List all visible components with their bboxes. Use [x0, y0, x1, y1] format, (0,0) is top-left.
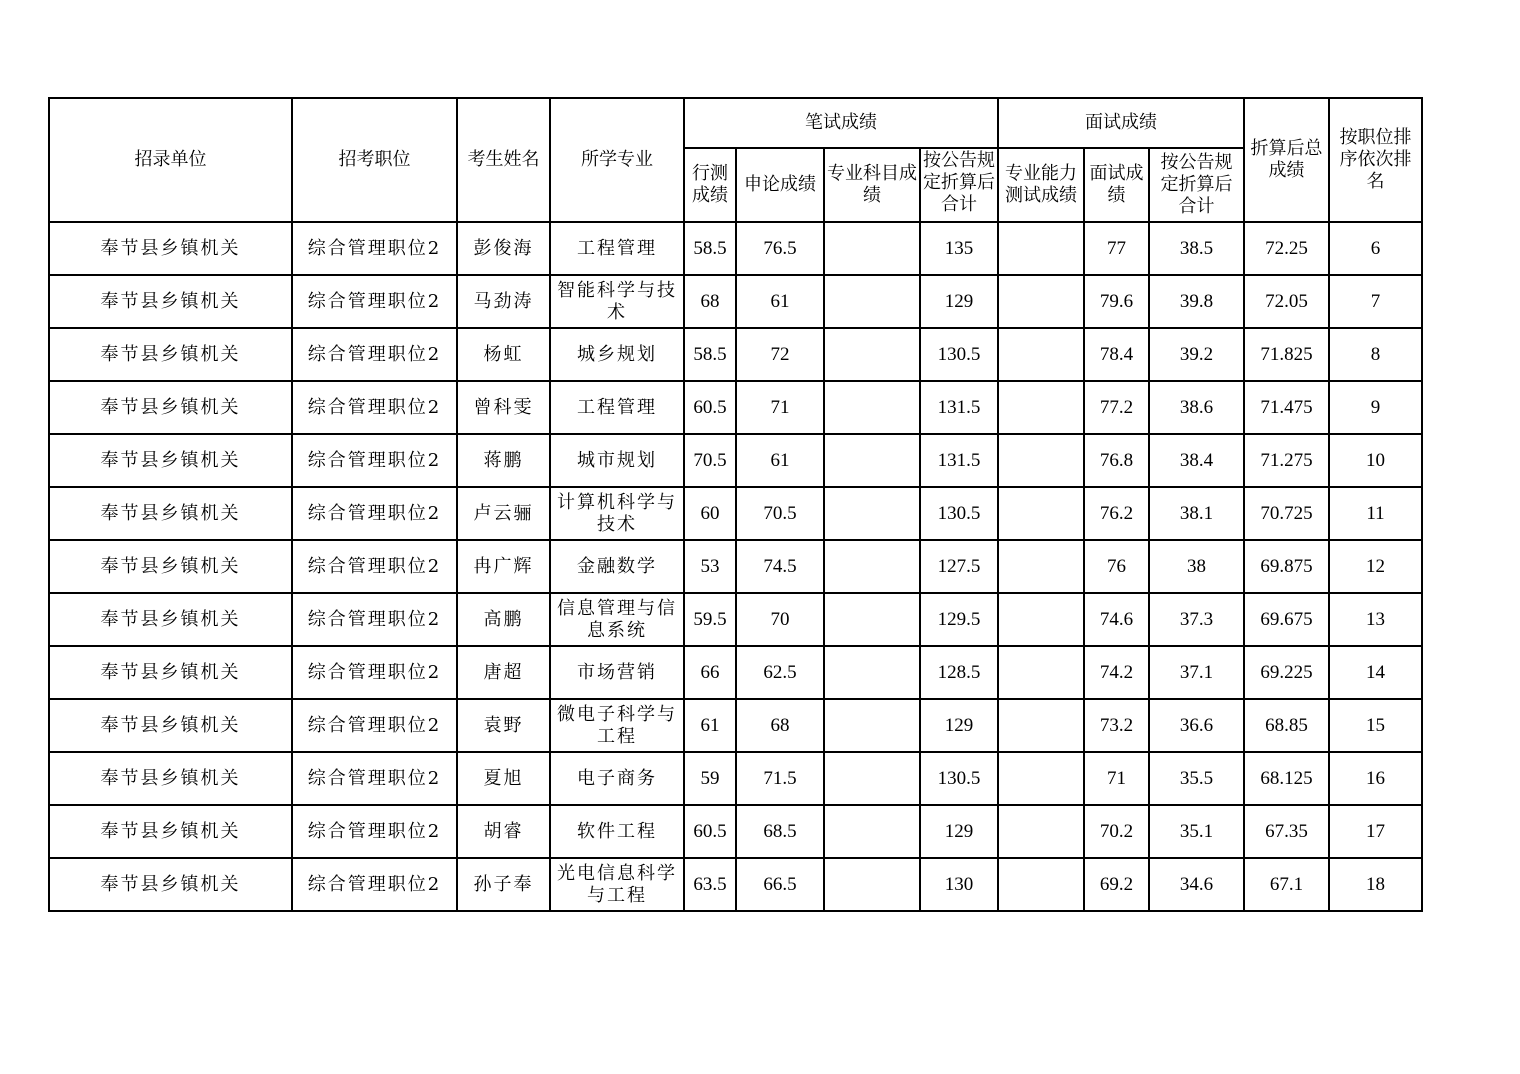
cell-ability-test: [998, 805, 1084, 858]
cell-xingce: 53: [684, 540, 736, 593]
cell-written-converted: 130.5: [920, 328, 998, 381]
cell-total: 71.825: [1244, 328, 1329, 381]
cell-interview-converted: 38.6: [1149, 381, 1244, 434]
table-row: [49, 593, 1422, 646]
cell-shenlun: 70.5: [736, 487, 824, 540]
header-ability-test: 专业能力测试成绩: [998, 148, 1084, 222]
cell-written-converted: 130.5: [920, 752, 998, 805]
cell-unit: 奉节县乡镇机关: [49, 593, 292, 646]
cell-name: 高鹏: [457, 593, 550, 646]
cell-total: 68.125: [1244, 752, 1329, 805]
cell-interview-converted: 38.4: [1149, 434, 1244, 487]
header-interview-score: 面试成绩: [1084, 148, 1149, 222]
cell-rank: 17: [1329, 805, 1422, 858]
cell-position: 综合管理职位2: [292, 222, 457, 275]
header-xingce: 行测成绩: [684, 148, 736, 222]
cell-written-converted: 129: [920, 699, 998, 752]
cell-interview-score: 79.6: [1084, 275, 1149, 328]
cell-total: 72.05: [1244, 275, 1329, 328]
header-rank: 按职位排序依次排名: [1329, 98, 1422, 222]
cell-shenlun: 72: [736, 328, 824, 381]
cell-major: 微电子科学与工程: [550, 699, 684, 752]
cell-total: 67.1: [1244, 858, 1329, 911]
table-row: [49, 434, 1422, 487]
cell-position: 综合管理职位2: [292, 487, 457, 540]
header-position: 招考职位: [292, 98, 457, 222]
cell-major: 光电信息科学与工程: [550, 858, 684, 911]
cell-position: 综合管理职位2: [292, 328, 457, 381]
cell-shenlun: 61: [736, 434, 824, 487]
header-interview-converted: 按公告规定折算后合计: [1149, 148, 1244, 222]
score-table: [48, 97, 1423, 912]
cell-unit: 奉节县乡镇机关: [49, 328, 292, 381]
cell-interview-score: 77.2: [1084, 381, 1149, 434]
cell-shenlun: 74.5: [736, 540, 824, 593]
cell-name: 孙子奉: [457, 858, 550, 911]
cell-shenlun: 71: [736, 381, 824, 434]
cell-name: 曾科雯: [457, 381, 550, 434]
cell-professional-subject: [824, 487, 920, 540]
cell-professional-subject: [824, 805, 920, 858]
cell-major: 信息管理与信息系统: [550, 593, 684, 646]
cell-major: 智能科学与技术: [550, 275, 684, 328]
cell-written-converted: 131.5: [920, 381, 998, 434]
table-row: [49, 275, 1422, 328]
cell-name: 袁野: [457, 699, 550, 752]
cell-xingce: 61: [684, 699, 736, 752]
cell-total: 70.725: [1244, 487, 1329, 540]
cell-position: 综合管理职位2: [292, 434, 457, 487]
cell-written-converted: 131.5: [920, 434, 998, 487]
cell-interview-converted: 37.1: [1149, 646, 1244, 699]
cell-total: 69.875: [1244, 540, 1329, 593]
cell-interview-converted: 38.1: [1149, 487, 1244, 540]
cell-unit: 奉节县乡镇机关: [49, 646, 292, 699]
cell-total: 71.275: [1244, 434, 1329, 487]
cell-ability-test: [998, 540, 1084, 593]
cell-rank: 13: [1329, 593, 1422, 646]
cell-interview-converted: 39.2: [1149, 328, 1244, 381]
table-row: [49, 699, 1422, 752]
cell-written-converted: 130.5: [920, 487, 998, 540]
table-row: [49, 805, 1422, 858]
cell-position: 综合管理职位2: [292, 699, 457, 752]
cell-major: 电子商务: [550, 752, 684, 805]
cell-major: 计算机科学与技术: [550, 487, 684, 540]
cell-professional-subject: [824, 699, 920, 752]
cell-interview-converted: 35.5: [1149, 752, 1244, 805]
cell-unit: 奉节县乡镇机关: [49, 540, 292, 593]
cell-name: 彭俊海: [457, 222, 550, 275]
cell-position: 综合管理职位2: [292, 540, 457, 593]
cell-rank: 6: [1329, 222, 1422, 275]
cell-interview-score: 76.8: [1084, 434, 1149, 487]
cell-position: 综合管理职位2: [292, 805, 457, 858]
cell-interview-converted: 35.1: [1149, 805, 1244, 858]
cell-xingce: 58.5: [684, 328, 736, 381]
header-unit: 招录单位: [49, 98, 292, 222]
cell-shenlun: 68: [736, 699, 824, 752]
cell-xingce: 66: [684, 646, 736, 699]
cell-written-converted: 130: [920, 858, 998, 911]
table-row: [49, 540, 1422, 593]
cell-total: 69.675: [1244, 593, 1329, 646]
cell-interview-score: 78.4: [1084, 328, 1149, 381]
cell-major: 金融数学: [550, 540, 684, 593]
cell-xingce: 58.5: [684, 222, 736, 275]
table-header: [49, 98, 1422, 222]
header-major: 所学专业: [550, 98, 684, 222]
cell-rank: 7: [1329, 275, 1422, 328]
cell-total: 72.25: [1244, 222, 1329, 275]
cell-rank: 15: [1329, 699, 1422, 752]
cell-professional-subject: [824, 593, 920, 646]
cell-interview-converted: 38: [1149, 540, 1244, 593]
cell-major: 软件工程: [550, 805, 684, 858]
table-row: [49, 858, 1422, 911]
cell-professional-subject: [824, 222, 920, 275]
cell-ability-test: [998, 858, 1084, 911]
table-row: [49, 646, 1422, 699]
cell-interview-score: 76: [1084, 540, 1149, 593]
cell-interview-score: 77: [1084, 222, 1149, 275]
header-written-converted: [920, 148, 998, 222]
header-interview-group: 面试成绩: [998, 98, 1244, 148]
cell-unit: 奉节县乡镇机关: [49, 487, 292, 540]
header-total: 折算后总成绩: [1244, 98, 1329, 222]
table-row: [49, 752, 1422, 805]
cell-name: 杨虹: [457, 328, 550, 381]
cell-interview-score: 74.2: [1084, 646, 1149, 699]
cell-rank: 11: [1329, 487, 1422, 540]
cell-ability-test: [998, 222, 1084, 275]
cell-unit: 奉节县乡镇机关: [49, 752, 292, 805]
header-written-group: 笔试成绩: [684, 98, 998, 148]
header-name: 考生姓名: [457, 98, 550, 222]
cell-major: 城乡规划: [550, 328, 684, 381]
cell-position: 综合管理职位2: [292, 381, 457, 434]
cell-interview-score: 76.2: [1084, 487, 1149, 540]
cell-total: 68.85: [1244, 699, 1329, 752]
cell-unit: 奉节县乡镇机关: [49, 805, 292, 858]
table-row: [49, 222, 1422, 275]
cell-interview-converted: 38.5: [1149, 222, 1244, 275]
cell-rank: 18: [1329, 858, 1422, 911]
cell-written-converted: 128.5: [920, 646, 998, 699]
cell-shenlun: 76.5: [736, 222, 824, 275]
cell-ability-test: [998, 699, 1084, 752]
cell-written-converted: 129: [920, 805, 998, 858]
cell-ability-test: [998, 487, 1084, 540]
header-shenlun: 申论成绩: [736, 148, 824, 222]
cell-interview-score: 71: [1084, 752, 1149, 805]
cell-major: 工程管理: [550, 381, 684, 434]
cell-position: 综合管理职位2: [292, 593, 457, 646]
cell-interview-score: 73.2: [1084, 699, 1149, 752]
cell-written-converted: 129.5: [920, 593, 998, 646]
cell-professional-subject: [824, 646, 920, 699]
table-row: [49, 381, 1422, 434]
cell-unit: 奉节县乡镇机关: [49, 381, 292, 434]
cell-ability-test: [998, 646, 1084, 699]
cell-rank: 14: [1329, 646, 1422, 699]
cell-interview-score: 74.6: [1084, 593, 1149, 646]
header-professional-subject: 专业科目成绩: [824, 148, 920, 222]
cell-ability-test: [998, 752, 1084, 805]
cell-major: 工程管理: [550, 222, 684, 275]
cell-professional-subject: [824, 540, 920, 593]
cell-written-converted: 135: [920, 222, 998, 275]
cell-name: 马劲涛: [457, 275, 550, 328]
cell-xingce: 59: [684, 752, 736, 805]
cell-name: 唐超: [457, 646, 550, 699]
cell-major: 城市规划: [550, 434, 684, 487]
cell-professional-subject: [824, 858, 920, 911]
cell-unit: 奉节县乡镇机关: [49, 858, 292, 911]
cell-professional-subject: [824, 752, 920, 805]
table-row: [49, 487, 1422, 540]
header-written-converted-text: 按公告规定折算后合计: [923, 150, 995, 215]
cell-interview-converted: 37.3: [1149, 593, 1244, 646]
cell-total: 69.225: [1244, 646, 1329, 699]
cell-name: 蒋鹏: [457, 434, 550, 487]
cell-xingce: 68: [684, 275, 736, 328]
cell-xingce: 60.5: [684, 805, 736, 858]
cell-shenlun: 70: [736, 593, 824, 646]
cell-professional-subject: [824, 381, 920, 434]
cell-unit: 奉节县乡镇机关: [49, 275, 292, 328]
cell-written-converted: 129: [920, 275, 998, 328]
cell-name: 胡睿: [457, 805, 550, 858]
cell-name: 夏旭: [457, 752, 550, 805]
cell-professional-subject: [824, 275, 920, 328]
cell-shenlun: 61: [736, 275, 824, 328]
cell-position: 综合管理职位2: [292, 752, 457, 805]
cell-xingce: 60.5: [684, 381, 736, 434]
cell-interview-converted: 34.6: [1149, 858, 1244, 911]
cell-shenlun: 62.5: [736, 646, 824, 699]
cell-ability-test: [998, 328, 1084, 381]
cell-total: 67.35: [1244, 805, 1329, 858]
cell-interview-score: 69.2: [1084, 858, 1149, 911]
cell-unit: 奉节县乡镇机关: [49, 699, 292, 752]
cell-rank: 16: [1329, 752, 1422, 805]
cell-name: 卢云骊: [457, 487, 550, 540]
cell-ability-test: [998, 593, 1084, 646]
cell-name: 冉广辉: [457, 540, 550, 593]
cell-position: 综合管理职位2: [292, 646, 457, 699]
cell-rank: 9: [1329, 381, 1422, 434]
cell-xingce: 60: [684, 487, 736, 540]
cell-interview-converted: 36.6: [1149, 699, 1244, 752]
table-row: [49, 328, 1422, 381]
cell-ability-test: [998, 275, 1084, 328]
cell-rank: 12: [1329, 540, 1422, 593]
cell-rank: 10: [1329, 434, 1422, 487]
cell-unit: 奉节县乡镇机关: [49, 222, 292, 275]
cell-professional-subject: [824, 434, 920, 487]
cell-unit: 奉节县乡镇机关: [49, 434, 292, 487]
cell-ability-test: [998, 381, 1084, 434]
cell-total: 71.475: [1244, 381, 1329, 434]
cell-shenlun: 66.5: [736, 858, 824, 911]
cell-xingce: 63.5: [684, 858, 736, 911]
cell-position: 综合管理职位2: [292, 275, 457, 328]
cell-rank: 8: [1329, 328, 1422, 381]
cell-written-converted: 127.5: [920, 540, 998, 593]
cell-ability-test: [998, 434, 1084, 487]
cell-interview-score: 70.2: [1084, 805, 1149, 858]
cell-xingce: 70.5: [684, 434, 736, 487]
cell-major: 市场营销: [550, 646, 684, 699]
cell-shenlun: 71.5: [736, 752, 824, 805]
cell-professional-subject: [824, 328, 920, 381]
cell-xingce: 59.5: [684, 593, 736, 646]
cell-shenlun: 68.5: [736, 805, 824, 858]
cell-interview-converted: 39.8: [1149, 275, 1244, 328]
table-body: [49, 222, 1422, 911]
cell-position: 综合管理职位2: [292, 858, 457, 911]
